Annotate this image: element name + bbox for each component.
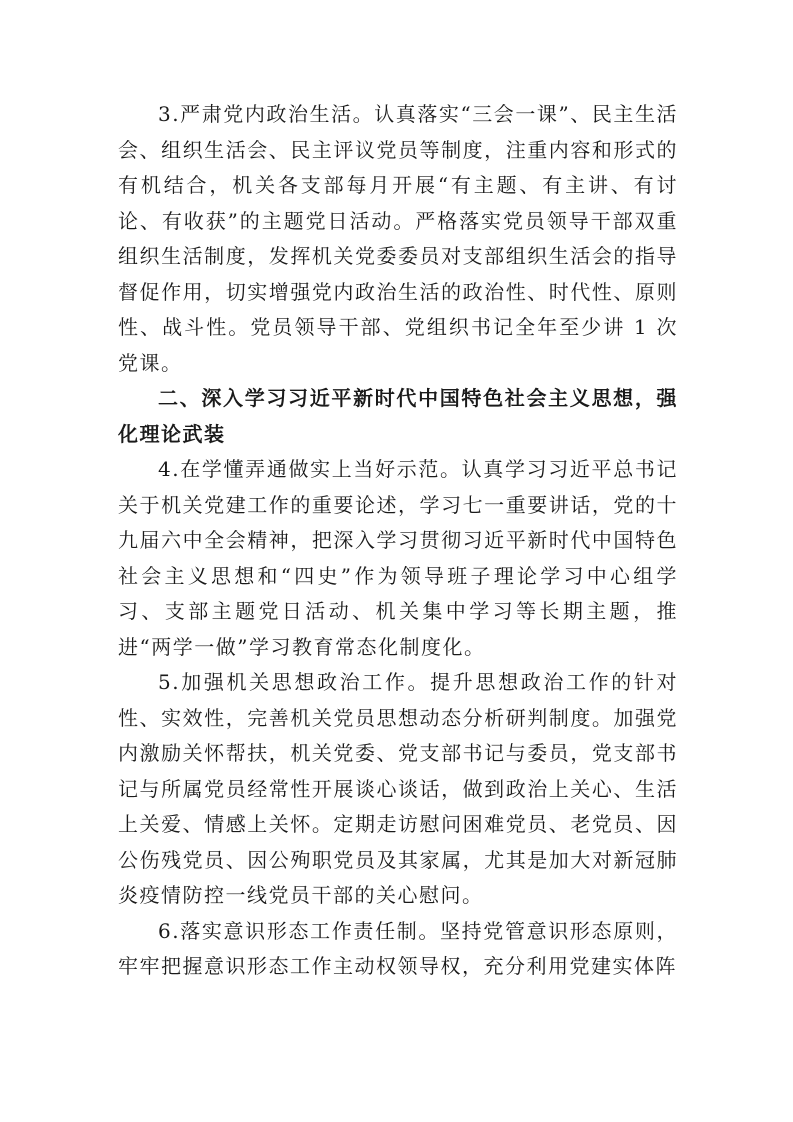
paragraph-5-ideological-work: 5.加强机关思想政治工作。提升思想政治工作的针对性、实效性，完善机关党员思想动态分析研判制度。加强党内激励关怀帮扶，机关党委、党支部书记与委员，党支部书记与所属党员经常性开展谈心谈话，做到政治上关心、生活上关爱、情感上关怀。定期走访慰问困难党员、老党员、因公伤残党员、因公殉职党员及其家属，尤其是加大对新冠肺炎疫情防控一线党员干部的关心慰问。 (118, 670, 678, 907)
paragraph-6-ideology-responsibility: 6.落实意识形态工作责任制。坚持党管意识形态原则，牢牢把握意识形态工作主动权领导权，充分利用党建实体阵 (118, 918, 678, 978)
paragraph-3-strict-political-life: 3.严肃党内政治生活。认真落实“三会一课”、民主生活会、组织生活会、民主评议党员等制度，注重内容和形式的有机结合，机关各支部每月开展“有主题、有主讲、有讨论、有收获”的主题党日活动。严格落实党员领导干部双重组织生活制度，发挥机关党委委员对支部组织生活会的指导督促作用，切实增强党内政治生活的政治性、时代性、原则性、战斗性。党员领导干部、党组织书记全年至少讲 1 次党课。 (118, 102, 678, 375)
paragraph-4-study-example: 4.在学懂弄通做实上当好示范。认真学习习近平总书记关于机关党建工作的重要论述，学习七一重要讲话，党的十九届六中全会精神，把深入学习贯彻习近平新时代中国特色社会主义思想和“四史”作为领导班子理论学习中心组学习、支部主题党日活动、机关集中学习等长期主题，推进“两学一做”学习教育常态化制度化。 (118, 457, 678, 659)
document-body (118, 97, 678, 985)
section-heading-2: 二、深入学习习近平新时代中国特色社会主义思想，强化理论武装 (118, 386, 678, 446)
